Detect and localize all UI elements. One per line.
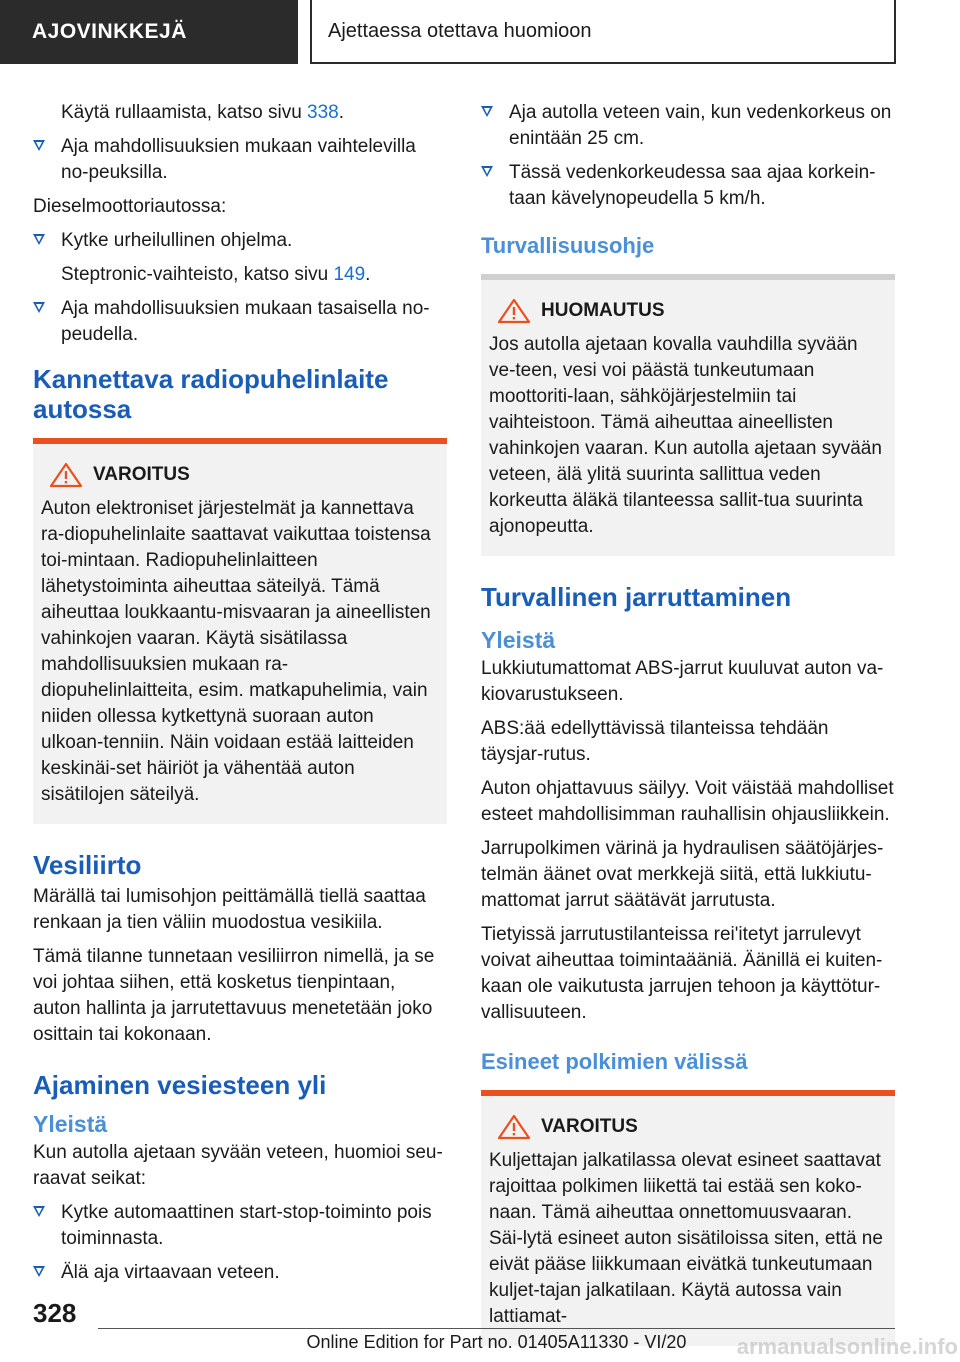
chapter-tab (310, 0, 896, 64)
warning-triangle-icon (49, 462, 83, 488)
bullet-triangle-icon (33, 1266, 45, 1277)
paragraph: Kun autolla ajetaan syvään veteen, huomioi seu-raavat seikat: (33, 1142, 443, 1189)
subsection-heading: Esineet polkimien välissä (481, 1049, 748, 1074)
subsection-heading: Yleistä (481, 627, 556, 653)
page-link[interactable]: 149 (333, 264, 366, 285)
section-title: AJOVINKKEJÄ (32, 20, 187, 43)
notice-box (481, 274, 895, 556)
paragraph: Käytä rullaamista, katso sivu 338. (61, 102, 345, 123)
list-item: Aja autolla veteen vain, kun vedenkorkeus on enintään 25 cm. (481, 100, 895, 152)
bullet-triangle-icon (33, 140, 45, 151)
list-item: Aja mahdollisuuksien mukaan vaihtelevilla no-peuksilla. (33, 134, 447, 186)
paragraph: Auton ohjattavuus säilyy. Voit väistää mahdolliset esteet mahdollisimman rauhallisin ohjausliikkein. (481, 778, 894, 825)
notice-header (489, 298, 887, 324)
paragraph: Tämä tilanne tunnetaan vesiliirron nimellä, ja se voi johtaa siihen, että kosketus tienpintaan, auton hallinta ja jarrutettavuus menetetään joko osittain tai kokonaan. (33, 946, 435, 1045)
paragraph: Steptronic-vaihteisto, katso sivu 149. (61, 264, 371, 285)
bullet-triangle-icon (33, 234, 45, 245)
watermark: armanualsonline.info (736, 1334, 958, 1359)
paragraph: Jarrupolkimen värinä ja hydraulisen säätöjärjes-telmän äänet ovat merkkejä siitä, että lukkiutu-mattomat jarrut säätävät jarrutusta. (481, 838, 884, 911)
section-heading: Ajaminen vesiesteen yli (33, 1070, 327, 1100)
section-heading: Vesiliirto (33, 850, 142, 880)
notice-text: Jos autolla ajetaan kovalla vauhdilla syvään ve-teen, vesi voi päästä tunkeutumaan moottoriti-laan, sähköjärjestelmiin tai vaihteistoon. Tämä aiheuttaa aineellisten vahinkojen vaaran. Kun autolla ajetaan syvään veteen, älä ylitä suurinta sallittua veden korkeutta äläkä tilanteessa sallit-tua suurinta ajonopeutta. (489, 334, 882, 537)
bullet-triangle-icon (481, 166, 493, 177)
paragraph: ABS:ää edellyttävissä tilanteissa tehdään täysjar-rutus. (481, 718, 829, 765)
paragraph: Tietyissä jarrutustilanteissa rei'itetyt jarrulevyt voivat aiheuttaa toimintaääniä. Äänillä ei kuiten-kaan ole vaikutusta jarrujen tehoon ja käyttötur-vallisuuteen. (481, 924, 883, 1023)
warning-box (481, 1090, 895, 1346)
footer-divider (98, 1328, 895, 1329)
section-heading: Turvallinen jarruttaminen (481, 582, 792, 612)
bullet-triangle-icon (33, 302, 45, 313)
paragraph: Märällä tai lumisohjon peittämällä tiellä saattaa renkaan ja tien väliin muodostua vesikiila. (33, 886, 426, 933)
warning-header (489, 1114, 887, 1140)
warning-title: VAROITUS (541, 1116, 638, 1137)
footer-edition: Online Edition for Part no. 01405A11330 - VI/20 (306, 1332, 687, 1352)
paragraph: Lukkiutumattomat ABS-jarrut kuuluvat auton va-kiovarustukseen. (481, 658, 884, 705)
warning-triangle-icon (497, 1114, 531, 1140)
warning-box (33, 438, 447, 824)
list-item: Aja mahdollisuuksien mukaan tasaisella no-peudella. (33, 296, 447, 348)
warning-title: VAROITUS (93, 464, 190, 485)
bullet-triangle-icon (33, 1206, 45, 1217)
right-column (481, 100, 895, 1362)
list-item: Kytke automaattinen start-stop-toiminto pois toiminnasta. (33, 1200, 447, 1252)
notice-title: HUOMAUTUS (541, 300, 665, 321)
warning-text: Kuljettajan jalkatilassa olevat esineet saattavat rajoittaa polkimen liikettä tai estää sen koko-naan. Tämä aiheuttaa onnettomuusvaaran. Säi-lytä esineet auton sisätiloissa siten, että ne eivät pääse liikkumaan eivätkä tunkeutumaan kuljet-tajan jalkatilaan. Käytä autossa vain lattiamat- (489, 1150, 883, 1327)
warning-triangle-icon (497, 298, 531, 324)
warning-text: Auton elektroniset järjestelmät ja kannettava ra-diopuhelinlaite saattavat vaikuttaa toistensa toi-mintaan. Radiopuhelinlaitteen lähetystoiminta aiheuttaa säteilyä. Tämä aiheuttaa loukkaantu-misvaaran ja aineellisten vahinkojen vaaran. Käytä sisätilassa mahdollisuuksien mukaan ra-diopuhelinlaitteita, esim. matkapuhelimia, vain niiden ollessa kytkettynä suoraan auton ulkoan-tenniin. Näin voidaan estää laitteiden keskinäi-set häiriöt ja vähentää auton sisätilojen säteilyä. (41, 498, 431, 805)
list-item: Älä aja virtaavaan veteen. (33, 1260, 447, 1286)
section-tab (0, 0, 298, 64)
subsection-heading: Yleistä (33, 1111, 108, 1137)
page-number: 328 (33, 1298, 77, 1328)
paragraph: Dieselmoottoriautossa: (33, 196, 227, 217)
section-heading: Kannettava radiopuhelinlaite autossa (33, 364, 389, 424)
page-link[interactable]: 338 (307, 102, 339, 123)
subsection-heading: Turvallisuusohje (481, 233, 655, 258)
warning-header (41, 462, 439, 488)
list-item: Tässä vedenkorkeudessa saa ajaa korkein-taan kävelynopeudella 5 km/h. (481, 160, 895, 212)
left-column (33, 100, 447, 1294)
list-item: Kytke urheilullinen ohjelma. (33, 228, 447, 254)
bullet-triangle-icon (481, 106, 493, 117)
chapter-title: Ajettaessa otettava huomioon (328, 19, 592, 42)
